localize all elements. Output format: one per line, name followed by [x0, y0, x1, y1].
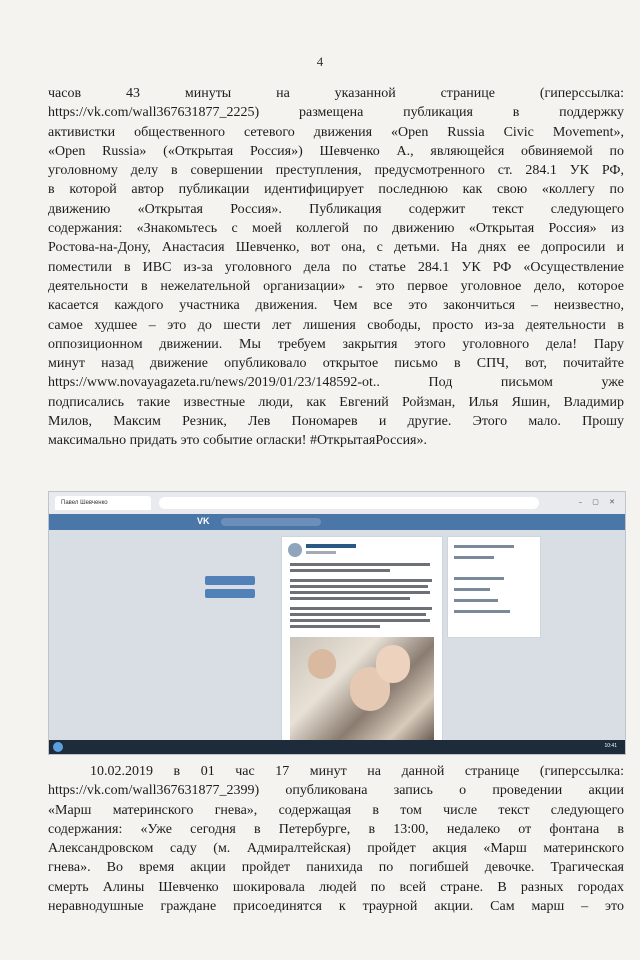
text-line: «Open Russia» («Открытая Россия») Шевченко А., являющейся обвиняемой по — [48, 143, 624, 159]
post-photo — [290, 637, 434, 745]
text-line: содержания: «Знакомьтесь с моей коллегой по движению «Открытая Россия» из — [48, 221, 624, 237]
text-line: смерть Алины Шевченко шокировала людей по всей стране. В разных городах — [48, 879, 624, 895]
browser-tab: Павел Шевченко — [55, 496, 151, 510]
vk-login-button — [205, 576, 255, 585]
avatar — [288, 543, 302, 557]
address-bar — [159, 497, 539, 509]
text-line: движению «Открытая Россия». Публикация содержит текст следующего — [48, 201, 624, 217]
post-text-line — [290, 613, 426, 616]
text-line: подписались такие известные люди, как Евгений Ройзман, Илья Яшин, Владимир — [48, 394, 624, 410]
windows-taskbar — [49, 740, 625, 754]
vk-header — [49, 514, 625, 530]
text-line: деятельности в нежелательной организации» - это первое уголовное дело, которое — [48, 278, 624, 294]
post-text-line — [290, 591, 430, 594]
window-controls-icon: – ▢ ✕ — [578, 498, 619, 506]
vk-left-column — [191, 536, 271, 602]
paragraph-vk-post-2399 — [48, 762, 624, 916]
text-line: в которой автор публикации идентифицирует последнюю как свою «коллегу по — [48, 182, 624, 198]
text-line: 10.02.2019 в 01 час 17 минут на данной странице (гиперссылка: — [90, 764, 624, 779]
text-line: максимально придать это событие огласки! #ОткрытаяРоссия». — [48, 433, 427, 449]
post-text-line — [290, 579, 432, 582]
text-line: гнева». Во время акции пройдет панихида по погибшей девочке. Трагическая — [48, 860, 624, 876]
vk-profile-column — [447, 536, 541, 638]
post-text-line — [290, 607, 432, 610]
start-icon — [53, 742, 63, 752]
post-text-line — [290, 625, 380, 628]
text-line: часов 43 минуты на указанной странице (гиперссылка: — [48, 86, 624, 101]
post-text-line — [290, 569, 390, 572]
post-text-line — [290, 619, 430, 622]
text-line-with-link: https://www.novayagazeta.ru/news/2019/01/23/148592-ot.. Под письмом уже — [48, 375, 624, 391]
post-author — [306, 544, 356, 548]
text-line: содержания: «Уже сегодня в Петербурге, в 13:00, недалеко от фонтана в — [48, 821, 624, 837]
text-line: поместили в ИВС из-за уголовного дела по статье 284.1 УК РФ «Осуществление — [48, 259, 624, 275]
post-text-line — [290, 563, 430, 566]
vk-page-screenshot — [48, 491, 626, 755]
text-line: Милов, Максим Резник, Лев Пономарев и другие. Этого мало. Прошу — [48, 414, 624, 430]
text-line: уголовному делу в совершении преступления, предусмотренного ст. 284.1 УК РФ, — [48, 163, 624, 179]
text-line: Александровском саду (м. Адмиралтейская) пройдет акция «Марш материнского — [48, 841, 624, 857]
text-line: активистки общественного сетевого движения «Open Russia Civic Movement», — [48, 124, 624, 140]
text-line: Ростова-на-Дону, Анастасия Шевченко, вот она, с детьми. На днях ее допросили и — [48, 240, 624, 256]
text-line-with-link: https://vk.com/wall367631877_2399) опубликована запись о проведении акции — [48, 783, 624, 799]
taskbar-clock: 10:41 — [604, 743, 617, 749]
text-line: неравнодушные граждане присоединятся к траурной акции. Сам марш – это — [48, 899, 624, 915]
page-number: 4 — [316, 54, 324, 69]
text-line-with-link: https://vk.com/wall367631877_2225) размещена публикация в поддержку — [48, 105, 624, 121]
post-text-line — [290, 597, 410, 600]
paragraph-vk-post-2225 — [48, 84, 624, 451]
text-line: самое худшее – это до шести лет лишения свободы, просто из-за деятельности в — [48, 317, 624, 333]
vk-register-button — [205, 589, 255, 598]
post-date — [306, 551, 336, 554]
text-line: минут назад движение опубликовало открытое письмо в СПЧ, вот, почитайте — [48, 356, 624, 372]
vk-search-bar — [221, 518, 321, 526]
text-line: «Марш материнского гнева», содержащая в том числе текст следующего — [48, 802, 624, 818]
text-line: касается каждого участника движения. Чем все это закончиться – неизвестно, — [48, 298, 624, 314]
vk-post-card — [281, 536, 443, 752]
text-line: оппозиционном движении. Мы требуем закрытия этого уголовного дела! Пару — [48, 336, 624, 352]
vk-logo: VK — [197, 516, 210, 526]
post-text-line — [290, 585, 428, 588]
